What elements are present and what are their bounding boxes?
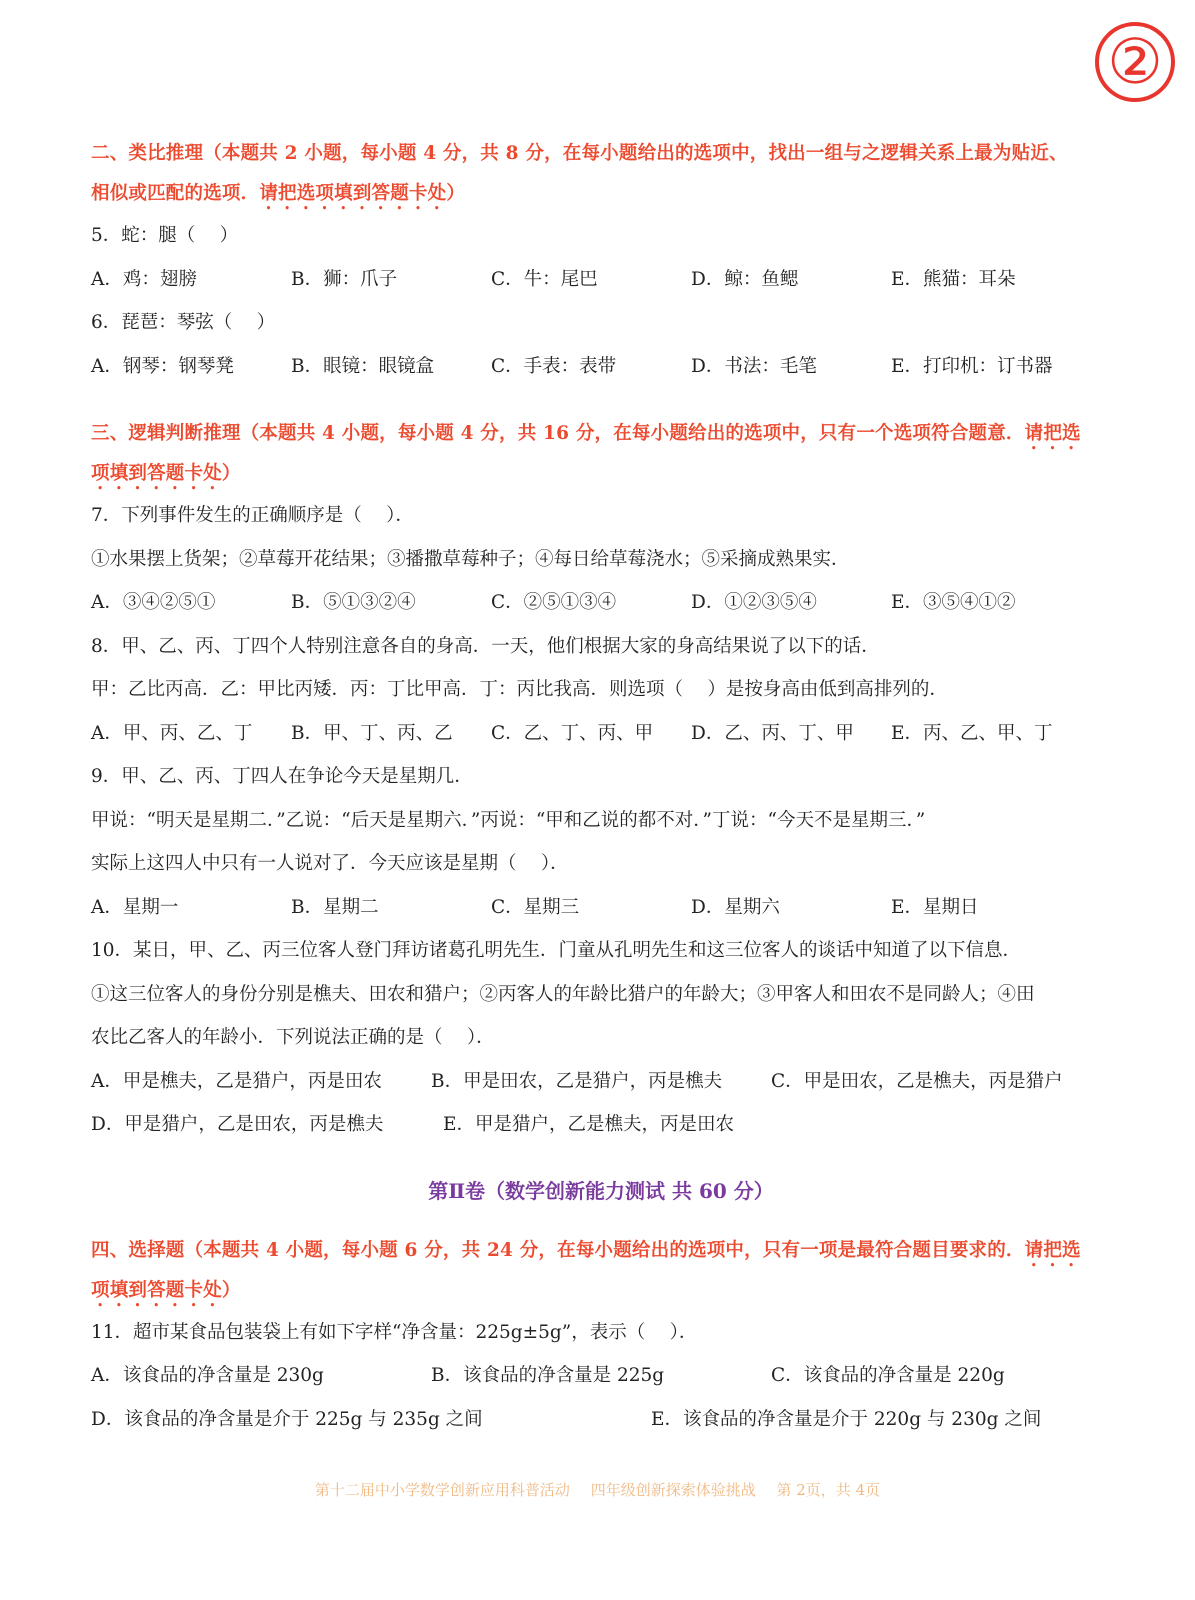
q9-option-b: B．星期二: [291, 896, 379, 918]
q8-option-d: D．乙、丙、丁、甲: [691, 722, 854, 744]
q9-info-1: 甲说：“明天是星期二．”乙说：“后天是星期六．”丙说：“甲和乙说的都不对．”丁说：“今天不是星期三．”: [91, 809, 926, 831]
footer-grade: 四年级创新探索体验挑战: [590, 1481, 756, 1499]
q5-option-b: B．狮：爪子: [291, 268, 398, 290]
q10-stem: 10．某日，甲、乙、丙三位客人登门拜访诸葛孔明先生．门童从孔明先生和这三位客人的谈话中知道了以下信息．: [91, 940, 1022, 961]
q6-option-a: A．钢琴：钢琴凳: [91, 355, 234, 377]
section-3-title-text: 三、逻辑判断推理（本题共 4 小题，每小题 4 分，共 16 分，在每小题给出的选项中，只有一个选项符合题意．: [91, 423, 1025, 444]
q5-option-c: C．牛：尾巴: [491, 268, 598, 290]
q10-option-b: B．甲是田农，乙是猎户，丙是樵夫: [431, 1070, 723, 1092]
q8-info: 甲：乙比丙高．乙：甲比丙矮．丙：丁比甲高．丁：丙比我高．则选项（ ）是按身高由低到高排列的．: [91, 679, 948, 700]
q8-options: [91, 712, 1111, 756]
q10-info-1: ①这三位客人的身份分别是樵夫、田农和猎户；②丙客人的年龄比猎户的年龄大；③甲客人和田农不是同龄人；④田: [91, 983, 1035, 1005]
section-4-title-line1: [91, 1231, 1111, 1271]
section-4-title-line2: [91, 1271, 1111, 1311]
q7-option-d: D．①②③⑤④: [691, 592, 817, 613]
q5-stem: 5．蛇：腿（ ）: [91, 225, 239, 246]
q8-option-c: C．乙、丁、丙、甲: [491, 722, 654, 744]
section-3-title-line2: [91, 454, 1111, 494]
q9-option-e: E．星期日: [891, 896, 979, 918]
section-4-title: [91, 1231, 1111, 1311]
q5-option-d: D．鲸：鱼鳃: [691, 268, 799, 290]
q5-option-a: A．鸡：翅膀: [91, 268, 197, 290]
q6-option-c: C．手表：表带: [491, 355, 617, 377]
page-number-badge: ②: [1095, 22, 1175, 102]
q6-option-d: D．书法：毛笔: [691, 355, 817, 377]
q11-option-a: A．该食品的净含量是 230g: [91, 1365, 324, 1386]
section-4-instruction-part2: 项填到答题卡处: [91, 1279, 222, 1301]
q7-option-b: B．⑤①③②④: [291, 592, 416, 613]
section-2-title-text: 相似或匹配的选项．: [91, 183, 260, 204]
q7-option-a: A．③④②⑤①: [91, 592, 216, 613]
section-4-title-close: ）: [221, 1279, 241, 1301]
q8-stem: 8．甲、乙、丙、丁四个人特别注意各自的身高．一天，他们根据大家的身高结果说了以下的话．: [91, 635, 880, 657]
q10-option-c: C．甲是田农，乙是樵夫，丙是猎户: [771, 1070, 1063, 1092]
q10-info-2: 农比乙客人的年龄小．下列说法正确的是（ ）．: [91, 1027, 495, 1048]
q7-info: ①水果摆上货架；②草莓开花结果；③播撒草莓种子；④每日给草莓浇水；⑤采摘成熟果实．: [91, 548, 850, 570]
q6-options: [91, 345, 1111, 389]
q9-info-2: 实际上这四人中只有一人说对了．今天应该是星期（ ）．: [91, 853, 569, 874]
q8-option-e: E．丙、乙、甲、丁: [891, 722, 1053, 744]
q10-option-a: A．甲是樵夫，乙是猎户，丙是田农: [91, 1070, 382, 1092]
q11-options-row1: [91, 1354, 1111, 1398]
q9-option-a: A．星期一: [91, 896, 179, 918]
q7-options: [91, 581, 1111, 625]
page-content: [91, 134, 1111, 1441]
footer-page-number: 第 2页，共 4页: [776, 1481, 881, 1499]
q6-stem: 6．琵琶：琴弦（ ）: [91, 312, 276, 333]
footer-event-name: 第十二届中小学数学创新应用科普活动: [314, 1481, 570, 1499]
q6-option-b: B．眼镜：眼镜盒: [291, 355, 435, 377]
q9-option-d: D．星期六: [691, 896, 780, 918]
q9-option-c: C．星期三: [491, 896, 580, 918]
q10-option-e: E．甲是猎户，乙是樵夫，丙是田农: [443, 1114, 735, 1135]
q9-options: [91, 886, 1111, 930]
q10-options-row1: [91, 1060, 1111, 1104]
section-2-title: [91, 134, 1111, 214]
section-3-title-line1: [91, 414, 1111, 454]
section-2-title-line1: 二、类比推理（本题共 2 小题，每小题 4 分，共 8 分，在每小题给出的选项中，找出一组与之逻辑关系上最为贴近、: [91, 143, 1068, 164]
section-2-title-line2: [91, 174, 1111, 214]
q11-option-e: E．该食品的净含量是介于 220g 与 230g 之间: [651, 1408, 1042, 1430]
section-4-title-text: 四、选择题（本题共 4 小题，每小题 6 分，共 24 分，在每小题给出的选项中，只有一项是最符合题目要求的．: [91, 1239, 1025, 1261]
section-3-instruction-part1: 请把选: [1024, 423, 1081, 444]
q5-options: [91, 258, 1111, 302]
q8-option-a: A．甲、丙、乙、丁: [91, 722, 253, 744]
q11-stem: 11．超市某食品包装袋上有如下字样“净含量：225g±5g”，表示（ ）．: [91, 1321, 698, 1343]
section-3-instruction-part2: 项填到答题卡处: [91, 463, 222, 484]
section-3-title: [91, 414, 1111, 494]
q9-stem: 9．甲、乙、丙、丁四人在争论今天是星期几．: [91, 766, 473, 787]
q7-option-c: C．②⑤①③④: [491, 592, 617, 613]
part-2-title: 第Ⅱ卷（数学创新能力测试 共 60 分）: [428, 1178, 774, 1203]
page-footer: [0, 1478, 1195, 1502]
q11-option-d: D．该食品的净含量是介于 225g 与 235g 之间: [91, 1408, 483, 1430]
q6-option-e: E．打印机：订书器: [891, 355, 1053, 377]
q11-options-row2: [91, 1398, 1111, 1442]
q11-option-c: C．该食品的净含量是 220g: [771, 1365, 1005, 1386]
q7-stem: 7．下列事件发生的正确顺序是（ ）．: [91, 505, 414, 526]
q5-option-e: E．熊猫：耳朵: [891, 268, 1016, 290]
section-4-instruction-part1: 请把选: [1024, 1239, 1081, 1261]
section-2-title-close: ）: [446, 183, 466, 204]
q10-option-d: D．甲是猎户，乙是田农，丙是樵夫: [91, 1114, 384, 1135]
section-2-instruction: 请把选项填到答题卡处: [259, 183, 447, 204]
section-3-title-close: ）: [221, 463, 241, 484]
q11-option-b: B．该食品的净含量是 225g: [431, 1365, 665, 1386]
q10-options-row2: [91, 1103, 1111, 1147]
q7-option-e: E．③⑤④①②: [891, 592, 1016, 613]
q8-option-b: B．甲、丁、丙、乙: [291, 722, 453, 744]
